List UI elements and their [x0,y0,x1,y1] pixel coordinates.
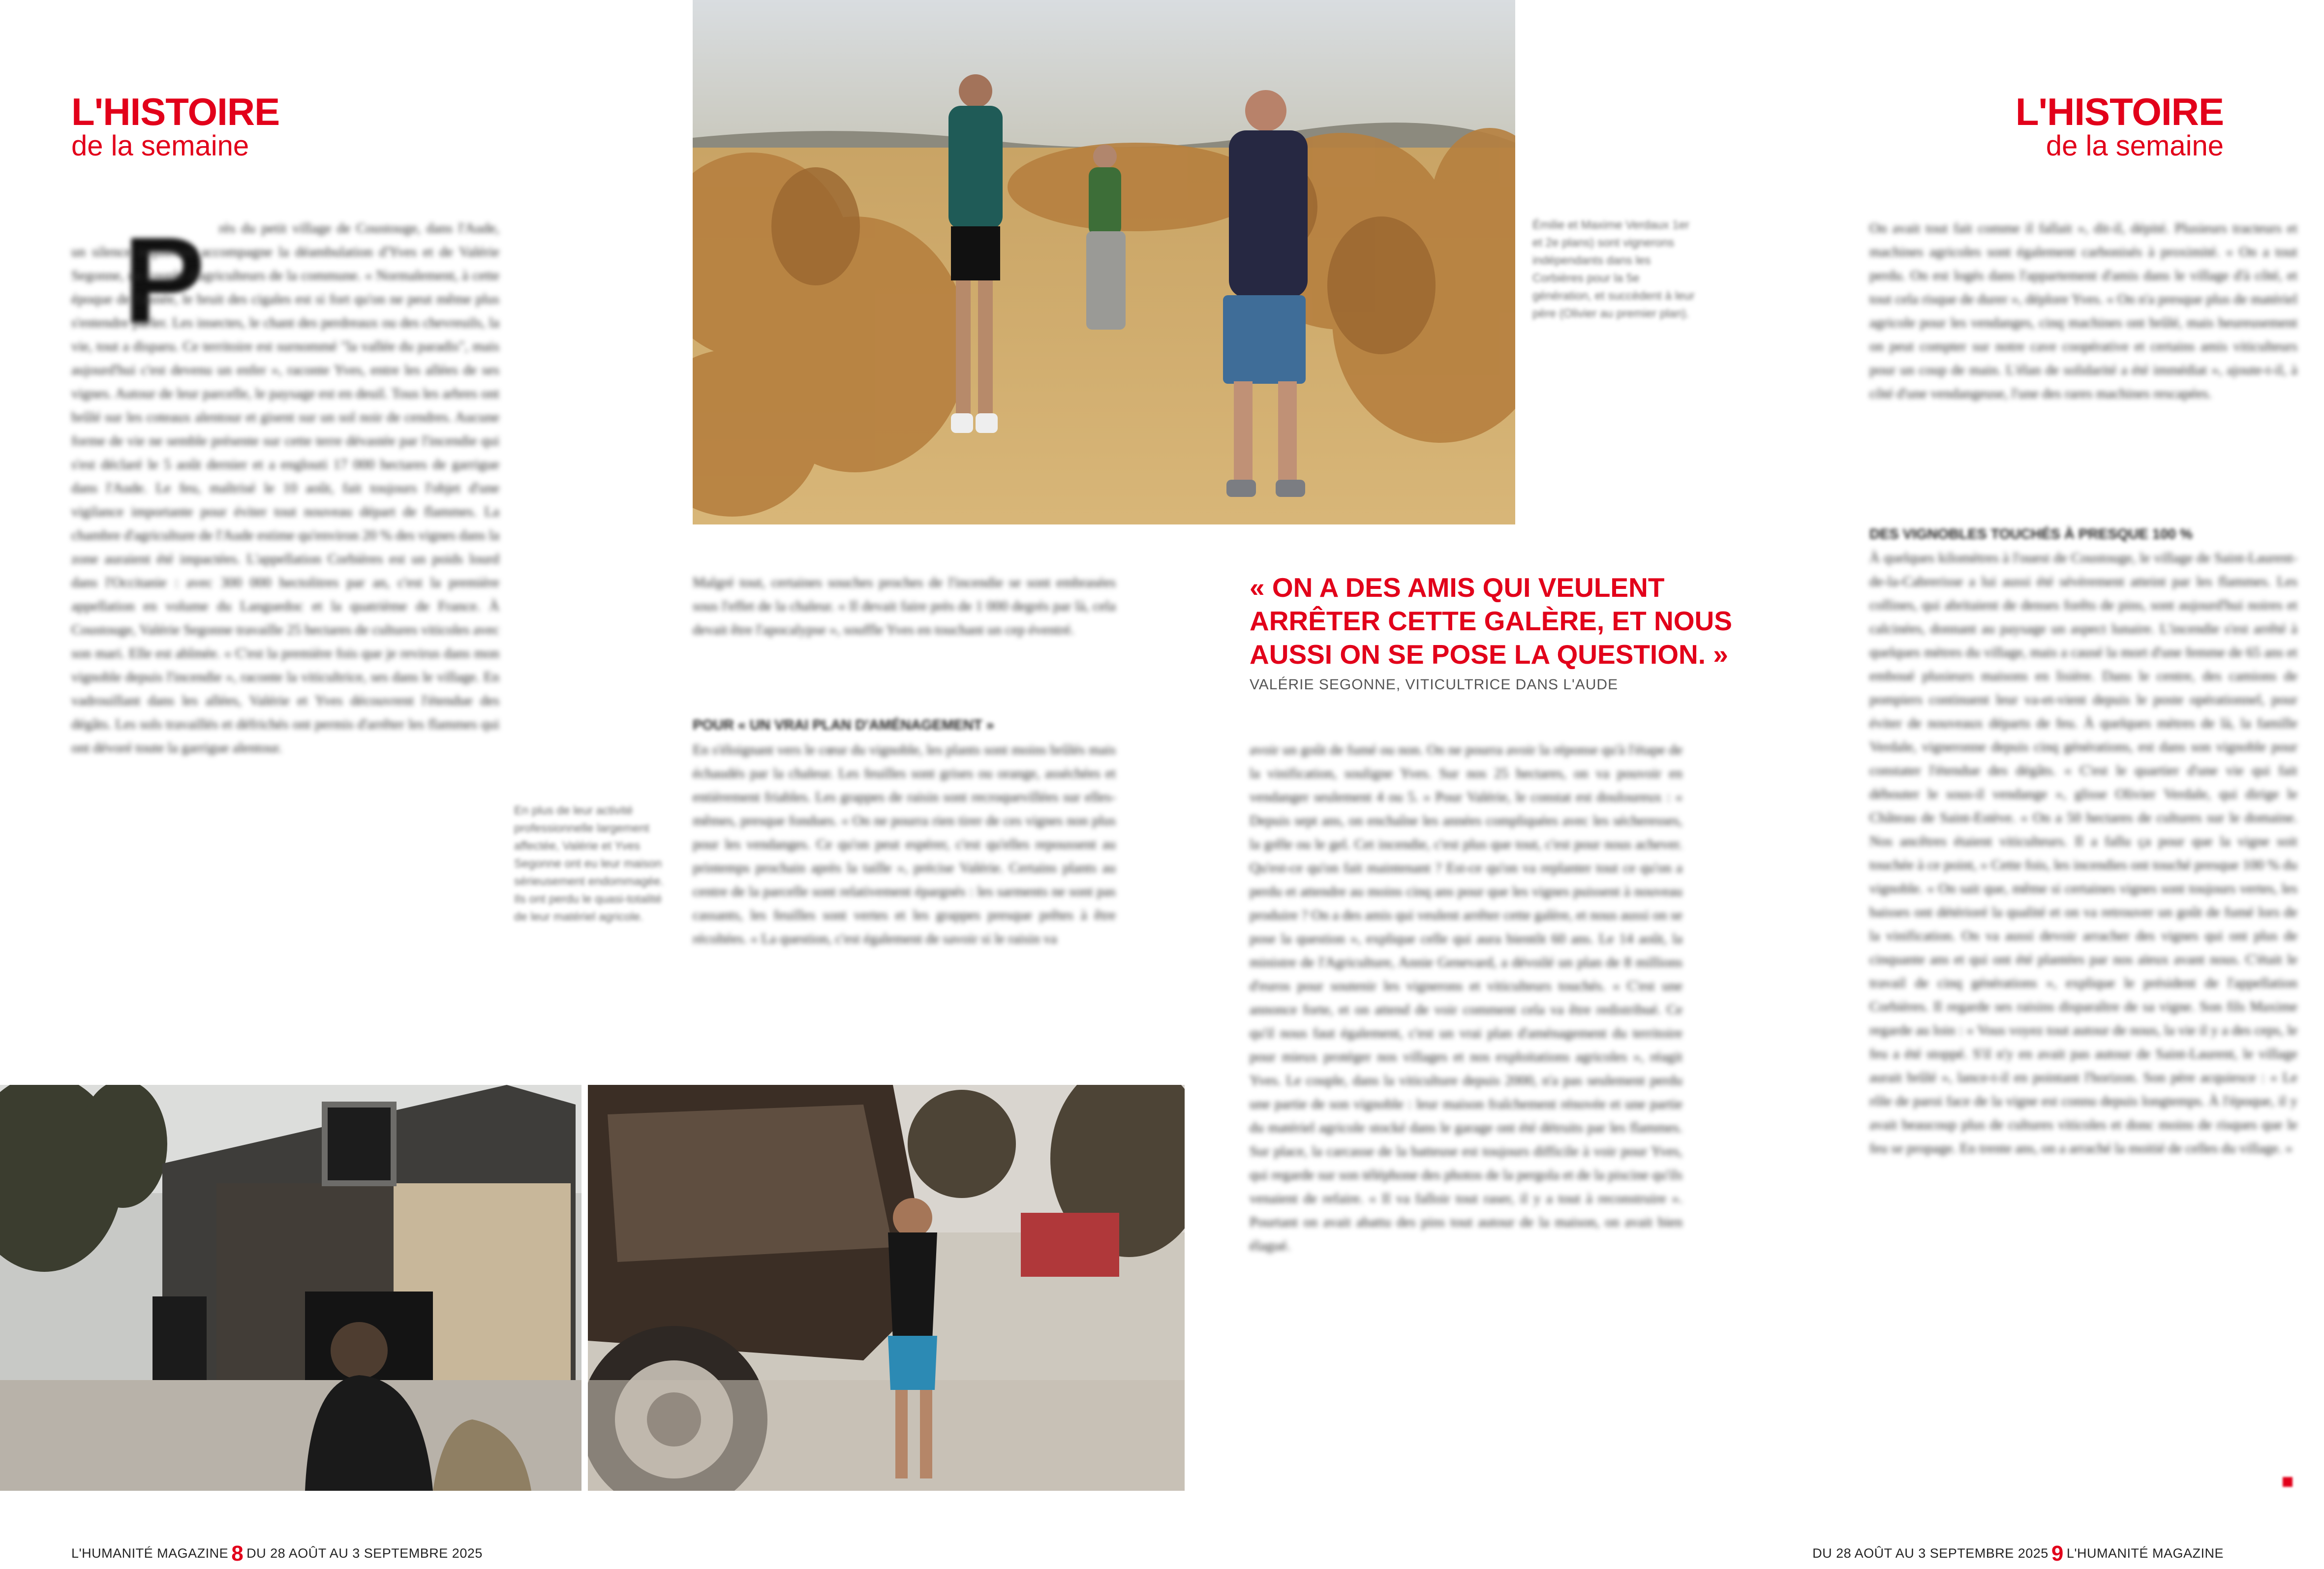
pull-quote-author: VALÉRIE SEGONNE, VITICULTRICE DANS L'AUDE [1250,677,1619,693]
photo-vineyard-family [693,0,1515,524]
article-column-1: rès du petit village de Coustouge, dans l'Aude, un silence inquiétant accompagne la déambulation d'Yves et de Valérie Segonne, un couple d'agriculteurs de la commune. « Normalement, à cette époque de l'année, le bruit des cigales est si fort qu'on ne peut même plus s'entendre parler. Les insectes, le chant des perdreaux ou des chevreuils, la vie, tout a disparu. Ce territoire est surnommé "la vallée du paradis", mais aujourd'hui c'est devenu un enfer », raconte Yves, entre les allées de ses vignes. Autour de leur parcelle, le paysage est en deuil. Tous les arbres ont brûlé sur les coteaux alentour et gisent sur un sol noir de cendres. Aucune forme de vie ne semble présente sur cette terre dévastée par l'incendie qui s'est déclaré le 5 août dernier et a englouti 17 000 hectares de garrigue dans l'Aude. Le feu, maîtrisé le 10 août, fait toujours l'objet d'une vigilance importante pour éviter tout nouveau départ de flammes. La chambre d'agriculture de l'Aude estime qu'environ 20 % des vignes dans la zone auraient été impactées. L'appellation Corbières est un poids lourd dans l'Occitanie : avec 300 000 hectolitres par an, c'est la première appellation en volume du Languedoc et la quatrième de France. À Coustouge, Valérie Segonne travaille 25 hectares de cultures viticoles avec son mari. Elle est abîmée. « C'est la première fois que je revirus dans mon vignoble depuis l'incendie », raconte la viticultrice, ses dans le village. En vadrouillant dans les allées, Valérie et Yves découvrent l'étendue des dégâts. Les sols travaillés et défrichés ont permis d'arrêter les flammes qui ont dévoré toute la garrigue alentour. [71,220,499,756]
rubric-subtitle: de la semaine [71,130,249,162]
photo-burnt-house [0,1085,581,1491]
pull-quote: « ON A DES AMIS QUI VEULENT ARRÊTER CETTE GALÈRE, ET NOUS AUSSI ON SE POSE LA QUESTION. » [1250,572,1732,670]
article-subhead-2: DES VIGNOBLES TOUCHÉS À PRESQUE 100 % [1869,526,2193,542]
dropcap: P [123,212,205,349]
photo-burnt-tractor [588,1085,1185,1491]
page-number: 8 [231,1541,244,1566]
footer-magazine-name: L'HUMANITÉ MAGAZINE [2066,1546,2224,1561]
article-column-4-body: À quelques kilomètres à l'ouest de Coustouge, le village de Saint-Laurent-de-la-Cabrerisse a lui aussi été sévèrement atteint par les flammes. Les collines, qui abritaient de denses forêts de pins, sont aujourd'hui noires et calcinées, donnant au paysage un aspect lunaire. L'incendie s'est arrêté à quelques mètres du village, mais a causé la mort d'une femme de 65 ans et emboué plusieurs maisons en lisière. Dans le centre, des camions de pompiers continuent leur va-et-vient depuis le poste opérationnel, pour éviter de nouveaux départs de feu. À quelques mètres de là, la famille Verdale, vigneronne depuis cinq générations, est dans son vignoble pour constater l'étendue des dégâts. « C'est le quartier d'une vie qui fait débouter le sous-il vendange », glisse Olivier Verdale, qui dirige le Château de Saint-Estève. « On a 50 hectares de cultures sur le domaine. Nos ancêtres étaient viticulteurs. Il a fallu ça pour que la vigne soit touchée à ce point, » Cette fois, les incendies ont touché presque 100 % du vignoble. « On sait que, même si certaines vignes sont toujours vertes, les baisses ont détérioré la qualité et on va retrouver un goût de fumé lors de la vinification. On va aussi devoir arracher des vignes qui ont plus de cinquante ans et qui ont été plantées par nos aïeux avant nous. C'était le travail de cinq générations », explique le président de l'appellation Corbières. Il regarde ses raisins disparaître de sa vigne. Son fils Maxime regarde au loin : « Vous voyez tout autour de nous, la vie il y a des ceps, le feu a été stoppé. S'il n'y en avait pas autour de Saint-Laurent, le village aurait brûlé », lance-t-il en pointant l'horizon. Son père acquiesce : « Le rôle de paroi face de la vigne est connu depuis longtemps. À l'époque, il y avait beaucoup plus de cultures viticoles et donc moins de risques que le feu se propage. En trente ans, on a arraché la moitié de celles du village. » [1869,550,2297,1156]
footer-left [71,1541,483,1566]
footer-right [1812,1541,2224,1566]
article-column-3: avoir un goût de fumé ou non. On ne pourra avoir la réponse qu'à l'étape de la vinification, souligne Yves. Sur nos 25 hectares, on va pouvoir en vendanger seulement 4 ou 5. » Pour Valérie, le constat est douloureux : « Depuis sept ans, on enchaîne les années compliquées avec les sécheresses, la grêle ou le gel. Cet incendie, c'est plus que tout, c'est pour nous achever. Qu'est-ce qu'on fait maintenant ? Est-ce qu'on va replanter tout ce qu'on a perdu et attendre au moins cinq ans pour que les vignes puissent à nouveau produire ? On a des amis qui veulent arrêter cette galère, et nous aussi on se pose la question », explique celle qui aura bientôt 60 ans. Le 14 août, la ministre de l'Agriculture, Annie Genevard, a dévoilé un plan de 8 millions d'euros pour soutenir les vignerons et viticulteurs touchés. « C'est une annonce forte, et on attend de voir comment cela va être redistribué. Ce qu'il nous faut également, c'est un vrai plan d'aménagement du territoire pour mieux protéger nos villages et nos exploitations agricoles », réagit Yves. Le couple, dans la viticulture depuis 2000, n'a pas seulement perdu une partie de son vignoble : leur maison fraîchement rénovée et une partie du matériel agricole stocké dans le garage ont été détruits par les flammes. Sur place, la carcasse de la batteuse est toujours difficile à voir pour Yves, qui regarde sur son téléphone des photos de la pergola et de la piscine qu'ils venaient de refaire. « Il va falloir tout raser, il y a tout à reconstruire ». Pourtant on avait abattu des pins tout autour de la maison, on avait bien élagué. [1250,742,1682,1254]
article-column-4-intro: On avait tout fait comme il fallait », dit-il, dépité. Plusieurs tracteurs et machines agricoles sont également carbonisés à proximité. « On a tout perdu. On est logés dans l'appartement d'amis dans le village d'à côté, et tout cela risque de durer », déplore Yves. « On n'a presque plus de matériel agricole pour les vendanges, cinq machines ont brûlé, mais heureusement on peut compter sur notre cave coopérative et certains amis viticulteurs pour un coup de main. L'élan de solidarité a été immédiat », ajoute-t-il, à côté d'une vendangeuse, l'une des rares machines rescapées. [1869,220,2297,401]
rubric-right [2016,92,2224,160]
end-of-article-mark [2283,1477,2293,1487]
photo-caption-bottom: En plus de leur activité professionnelle largement affectée, Valérie et Yves Segonne ont eu leur maison sérieusement endommagée. Ils ont perdu le quasi-totalité de leur matériel agricole. [514,804,664,923]
footer-date: DU 28 AOÛT AU 3 SEPTEMBRE 2025 [246,1546,483,1561]
article-subhead-1: POUR « UN VRAI PLAN D'AMÉNAGEMENT » [693,717,994,733]
article-column-2-body: En s'éloignant vers le cœur du vignoble, les plants sont moins brûlés mais échaudés par la chaleur. Les feuilles sont grises ou orange, asséchées et entièrement friables. Les grappes de raisin sont recroquevillées sur elles-mêmes, presque fondues. « On ne pourra rien tirer de ces vignes non plus pour les vendanges. Ce qu'on peut espérer, c'est qu'elles repoussent au printemps prochain après la taille », précise Valérie. Certains plants au centre de la parcelle sont relativement épargnés : les sarments ne sont pas cassants, les feuilles sont vertes et les grappes presque prêtes à être récoltées. « La question, c'est également de savoir si le raisin va [693,742,1116,947]
rubric-subtitle: de la semaine [2046,130,2224,162]
rubric-left [71,92,279,160]
article-column-2-intro: Malgré tout, certaines souches proches de l'incendie se sont embrasées sous l'effet de la chaleur. « Il devait faire près de 1 000 degrés par là, cela devait être l'apocalypse », souffle Yves en touchant un cep éventré. [693,575,1116,638]
rubric-title: L'HISTOIRE [2015,90,2224,133]
page-number: 9 [2051,1541,2064,1566]
photo-caption-top: Émilie et Maxime Verdaux 1er et 2e plans) sont vignerons indépendants dans les Corbières pour la 5e génération, et succèdent à leur père (Olivier au premier plan). [1532,218,1695,320]
rubric-title: L'HISTOIRE [71,90,280,133]
footer-magazine-name: L'HUMANITÉ MAGAZINE [71,1546,229,1561]
footer-date: DU 28 AOÛT AU 3 SEPTEMBRE 2025 [1812,1546,2049,1561]
